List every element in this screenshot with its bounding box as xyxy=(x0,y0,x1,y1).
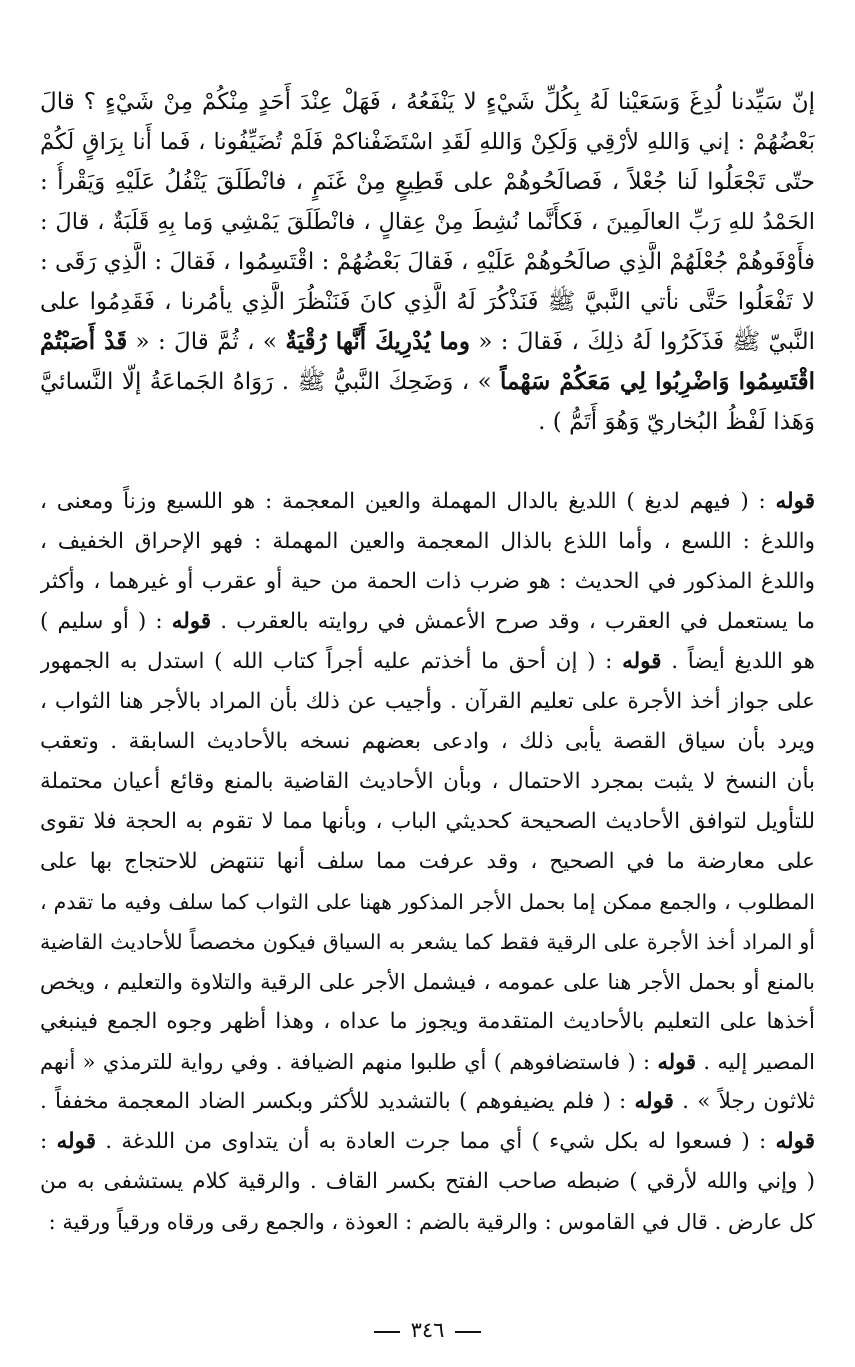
commentary-line xyxy=(40,1042,815,1082)
text-segment: إنّ سَيِّدنا لُدِغَ وَسَعَيْنا لَهُ بِكُلِّ شَيْءٍ لا يَنْفَعُهُ ، فَهَلْ عِنْدَ أَحَدٍ مِنْكُمْ مِنْ شَيْءٍ ؟ قالَ xyxy=(40,89,815,115)
commentary-text xyxy=(40,482,815,1242)
bold-keyword: قوله xyxy=(622,649,662,674)
text-segment: ( وإني والله لأرقي ) ضبطه صاحب الفتح بكسر القاف . والرقية كلام يستشفى به من xyxy=(40,1169,815,1194)
hadith-line xyxy=(40,82,815,122)
text-segment: واللدغ المذكور في الحديث : هو ضرب ذات الحمة من حية أو عقرب أو غيرهما ، وأكثر xyxy=(40,569,815,594)
hadith-line xyxy=(40,162,815,202)
commentary-line xyxy=(40,642,815,682)
bold-keyword: وما يُدْرِيكَ أَنَّها رُقْيَةٌ xyxy=(285,328,470,355)
commentary-line xyxy=(40,882,815,922)
hadith-line xyxy=(40,322,815,362)
hadith-line xyxy=(40,362,815,402)
text-segment: : ( فاستضافوهم ) أي طلبوا منهم الضيافة . وفي رواية للترمذي « أنهم xyxy=(40,1050,658,1074)
commentary-line xyxy=(40,842,815,882)
page-number: ٣٤٦ xyxy=(410,1318,445,1342)
text-segment: : ( أو سليم ) xyxy=(40,609,172,634)
text-segment: ما يستعمل في العقرب ، وقد صرح الأعمش في روايته بالعقرب . xyxy=(211,609,815,634)
text-segment: بأن النسخ لا يثبت بمجرد الاحتمال ، وبأن الأحاديث القاضية بالمنع وقائع أعيان محتملة xyxy=(40,769,815,794)
text-segment: للتأويل لتوافق الأحاديث الصحيحة كحديثي الباب ، وبأنها مما لا تقوم به الحجة فلا تقوى xyxy=(40,809,815,834)
commentary-line xyxy=(40,1162,815,1202)
text-segment: هو اللديغ أيضاً . xyxy=(661,649,815,674)
text-segment: : ( فلم يضيفوهم ) بالتشديد للأكثر وبكسر الضاد المعجمة مخففاً . xyxy=(40,1089,635,1114)
commentary-line xyxy=(40,962,815,1002)
commentary-line xyxy=(40,1002,815,1042)
commentary-line xyxy=(40,522,815,562)
bold-keyword: قوله xyxy=(775,489,815,514)
bold-keyword: قوله xyxy=(171,609,212,634)
text-segment: المصير إليه . xyxy=(695,1050,815,1074)
bold-keyword: اقْتَسِمُوا وَاضْرِبُوا لِي مَعَكُمْ سَهْماً xyxy=(500,368,815,395)
right-dash xyxy=(455,1331,481,1333)
text-segment: لا تَفْعَلُوا حَتَّى نأتي النَّبيَّ ﷺ فَنَذْكُرَ لَهُ الَّذِي كانَ فَنَنْظُرَ الَّذِي يأمُرنا ، فَقَدِمُوا على xyxy=(40,289,815,315)
hadith-line xyxy=(40,402,815,442)
hadith-text xyxy=(40,82,815,442)
text-segment: وَهَذا لَفْظُ البُخاريّ وَهُوَ أَتَمُّ ) . xyxy=(538,409,815,435)
text-segment: كل عارض . قال في القاموس : والرقية بالضم : العوذة ، والجمع رقى ورقاه ورقياً ورقية : xyxy=(48,1210,815,1234)
bold-keyword: قوله xyxy=(634,1089,674,1114)
commentary-line xyxy=(40,602,815,642)
bold-keyword: قوله xyxy=(56,1129,96,1154)
commentary-line xyxy=(40,1122,815,1162)
bold-keyword: قوله xyxy=(775,1129,815,1154)
commentary-line xyxy=(40,922,815,962)
commentary-line xyxy=(40,1202,815,1242)
bold-keyword: قوله xyxy=(657,1049,696,1074)
text-segment: بَعْضُهُمْ : إني وَاللهِ لأرْقِي وَلَكِنْ وَاللهِ لَقَدِ اسْتَضَفْناكمْ فَلَمْ تُضَيِّفُونا ، فَما أَنا بِرَاقٍ لَكُمْ xyxy=(40,129,815,155)
text-segment: : xyxy=(40,1129,57,1154)
text-segment: بالمنع أو بحمل الأجر هنا على عمومه ، فيشمل الأجر على الرقية والتلاوة والتعليم ، ويخص xyxy=(40,970,815,994)
text-segment: : ( فيهم لديغ ) اللديغ بالدال المهملة والعين المعجمة : هو اللسيع وزناً ومعنى ، xyxy=(40,489,776,514)
text-segment: المطلوب ، والجمع ممكن إما بحمل الأجر المذكور ههنا على الثواب كما سلف وفيه ما تقدم ، xyxy=(40,890,815,914)
bold-keyword: قَدْ أَصَبْتُمْ xyxy=(40,328,128,355)
text-segment: على جواز أخذ الأجرة على تعليم القرآن . وأجيب عن ذلك بأن المراد بالأجر هنا الثواب ، xyxy=(40,689,815,714)
text-segment: : ( فسعوا له بكل شيء ) أي مما جرت العادة به أن يتداوى من اللدغة . xyxy=(95,1129,776,1154)
page-number-footer xyxy=(0,1312,855,1348)
text-segment: فأَوْفَوهُمْ جُعْلَهُمْ الَّذِي صالَحُوهُمْ عَلَيْهِ ، فَقالَ بَعْضُهُمْ : اقْتَسِمُوا ، فَقالَ : الَّذِي رَقَى : xyxy=(40,249,815,275)
text-segment: » ، ثُمَّ قالَ : « xyxy=(127,329,286,355)
commentary-line xyxy=(40,562,815,602)
text-segment: واللدغ : اللسع ، وأما اللذع بالذال المعجمة والعين المهملة : فهو الإحراق الخفيف ، xyxy=(40,529,815,554)
text-segment: أخذها على التعليم بالأحاديث المتقدمة ويجوز ما عداه ، وهذا أظهر وجوه الجمع فينبغي xyxy=(40,1009,815,1034)
left-dash xyxy=(374,1331,400,1333)
commentary-line xyxy=(40,482,815,522)
hadith-line xyxy=(40,122,815,162)
text-segment: : ( إن أحق ما أخذتم عليه أجراً كتاب الله ) استدل به الجمهور xyxy=(40,649,623,674)
text-segment: » ، وَضَحِكَ النَّبيُّ ﷺ . رَوَاهُ الجَماعَةُ إلّا النَّسائيَّ xyxy=(40,369,501,395)
text-segment: النَّبيّ ﷺ فَذَكَرُوا لَهُ ذلِكَ ، فَقالَ : « xyxy=(469,329,815,355)
commentary-line xyxy=(40,682,815,722)
text-segment: الحَمْدُ للهِ رَبِّ العالَمِينَ ، فَكأَنَّما نُشِطَ مِنْ عِقالٍ ، فانْطَلَقَ يَمْشِي وَما بِهِ قَلَبَةٌ ، قالَ : xyxy=(40,209,815,235)
commentary-line xyxy=(40,762,815,802)
hadith-line xyxy=(40,282,815,322)
text-segment: ثلاثون رجلاً » . xyxy=(673,1089,815,1114)
text-segment: على معارضة ما في الصحيح ، وقد عرفت مما سلف أنها تنتهض للاحتجاج بها على xyxy=(40,849,815,874)
hadith-line xyxy=(40,202,815,242)
commentary-line xyxy=(40,1082,815,1122)
text-segment: أو المراد أخذ الأجرة على الرقية فقط كما يشعر به السياق فيكون مخصصاً للأحاديث القاضية xyxy=(40,930,815,954)
hadith-line xyxy=(40,242,815,282)
commentary-line xyxy=(40,802,815,842)
commentary-line xyxy=(40,722,815,762)
text-segment: ويرد بأن سياق القصة يأبى ذلك ، وادعى بعضهم نسخه بالأحاديث السابقة . وتعقب xyxy=(40,729,815,754)
text-segment: حتّى تَجْعَلُوا لَنا جُعْلاً ، فَصالَحُوهُمْ على قَطِيعٍ مِنْ غَنَمٍ ، فانْطَلَقَ يَتْفُلُ عَلَيْهِ وَيَقْرأُ : xyxy=(40,169,815,195)
